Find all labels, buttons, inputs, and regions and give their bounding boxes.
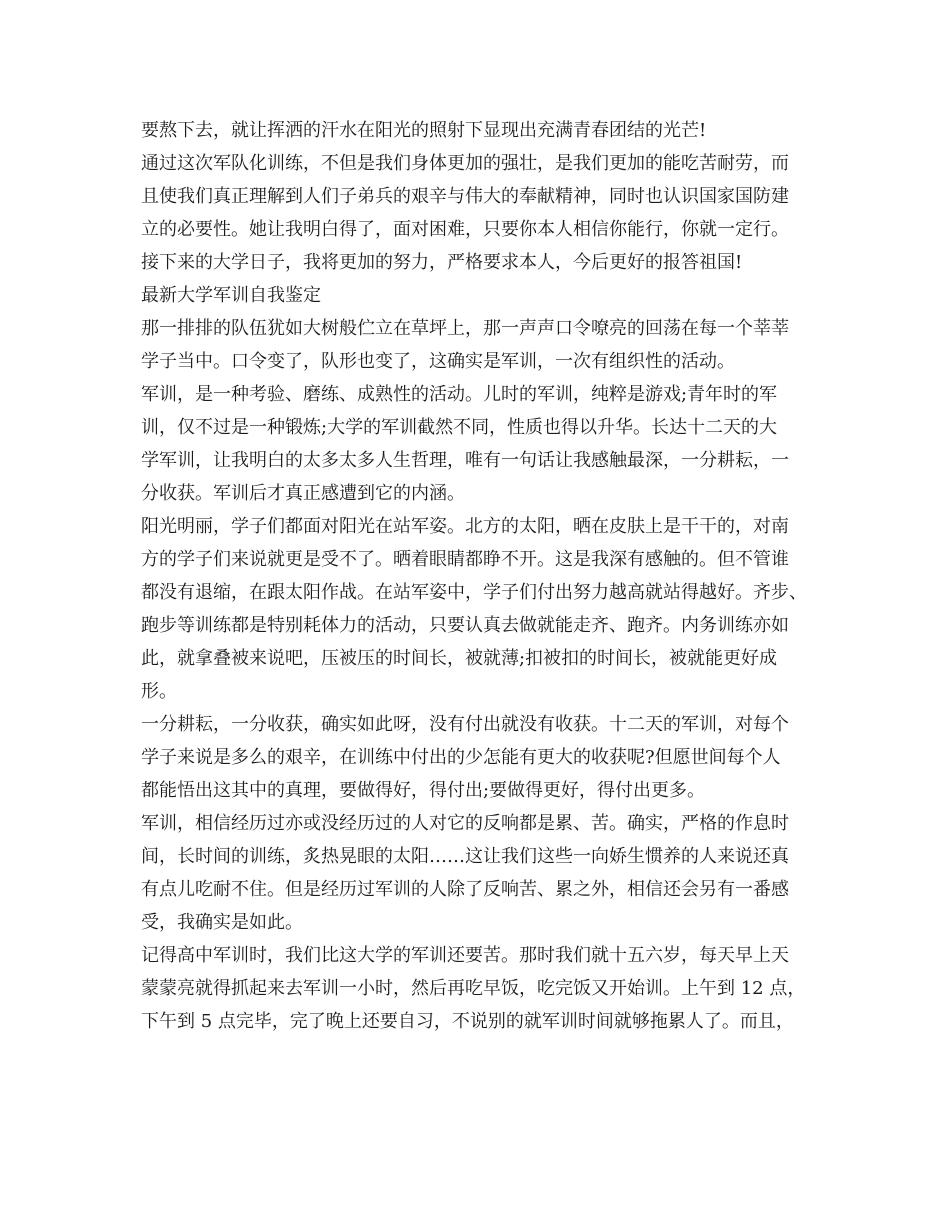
paragraph-10 <box>141 939 817 1038</box>
paragraph-6 <box>141 378 817 510</box>
text-line: 都没有退缩，在跟太阳作战。在站军姿中，学子们付出努力越高就站得越好。齐步、 <box>141 582 807 603</box>
text-line: 记得高中军训时，我们比这大学的军训还要苦。那时我们就十五六岁，每天早上天 <box>141 945 789 966</box>
text-line: 此，就拿叠被来说吧，压被压的时间长，被就薄;扣被扣的时间长，被就能更好成 <box>141 648 778 669</box>
text-line: 下午到 5 点完毕，完了晚上还要自习，不说别的就军训时间就够拖累人了。而且， <box>141 1011 794 1032</box>
paragraph-3 <box>141 246 817 279</box>
text-line: 受，我确实是如此。 <box>141 912 303 933</box>
text-line: 学军训，让我明白的太多太多人生哲理，唯有一句话让我感触最深，一分耕耘，一 <box>141 450 789 471</box>
text-line: 有点儿吃耐不住。但是经历过军训的人除了反响苦、累之外，相信还会另有一番感 <box>141 879 789 900</box>
text-line: 要熬下去，就让挥洒的汗水在阳光的照射下显现出充满青春团结的光芒! <box>141 120 707 141</box>
text-line: 阳光明丽，学子们都面对阳光在站军姿。北方的太阳，晒在皮肤上是干干的，对南 <box>141 516 789 537</box>
text-line: 形。 <box>141 681 177 702</box>
paragraph-9 <box>141 807 817 939</box>
text-line: 通过这次军队化训练，不但是我们身体更加的强壮，是我们更加的能吃苦耐劳，而 <box>141 153 789 174</box>
text-line: 接下来的大学日子，我将更加的努力，严格要求本人，今后更好的报答祖国! <box>141 252 743 273</box>
text-line: 一分耕耘，一分收获，确实如此呀，没有付出就没有收获。十二天的军训，对每个 <box>141 714 789 735</box>
text-line: 训，仅不过是一种锻炼;大学的军训截然不同，性质也得以升华。长达十二天的大 <box>141 417 778 438</box>
heading-text: 最新大学军训自我鉴定 <box>141 285 321 306</box>
text-line: 且使我们真正理解到人们子弟兵的艰辛与伟大的奉献精神，同时也认识国家国防建 <box>141 186 789 207</box>
paragraph-1 <box>141 114 817 147</box>
text-line: 方的学子们来说就更是受不了。晒着眼睛都睁不开。这是我深有感触的。但不管谁 <box>141 549 789 570</box>
document-body <box>141 114 817 1038</box>
paragraph-7 <box>141 510 817 708</box>
paragraph-2 <box>141 147 817 246</box>
text-line: 间，长时间的训练，炙热晃眼的太阳……这让我们这些一向娇生惯养的人来说还真 <box>141 846 789 867</box>
section-heading <box>141 279 817 312</box>
text-line: 立的必要性。她让我明白得了，面对困难，只要你本人相信你能行，你就一定行。 <box>141 219 789 240</box>
text-line: 学子当中。口令变了，队形也变了，这确实是军训，一次有组织性的活动。 <box>141 351 735 372</box>
text-line: 学子来说是多么的艰辛，在训练中付出的少怎能有更大的收获呢?但愿世间每个人 <box>141 747 781 768</box>
text-line: 那一排排的队伍犹如大树般伫立在草坪上，那一声声口令嘹亮的回荡在每一个莘莘 <box>141 318 789 339</box>
text-line: 军训，相信经历过亦或没经历过的人对它的反响都是累、苦。确实，严格的作息时 <box>141 813 789 834</box>
text-line: 蒙蒙亮就得抓起来去军训一小时，然后再吃早饭，吃完饭又开始训。上午到 12 点， <box>141 978 806 999</box>
paragraph-8 <box>141 708 817 807</box>
text-line: 跑步等训练都是特别耗体力的活动，只要认真去做就能走齐、跑齐。内务训练亦如 <box>141 615 789 636</box>
text-line: 分收获。军训后才真正感遭到它的内涵。 <box>141 483 465 504</box>
text-line: 都能悟出这其中的真理，要做得好，得付出;要做得更好，得付出更多。 <box>141 780 706 801</box>
text-line: 军训，是一种考验、磨练、成熟性的活动。儿时的军训，纯粹是游戏;青年时的军 <box>141 384 778 405</box>
paragraph-5 <box>141 312 817 378</box>
